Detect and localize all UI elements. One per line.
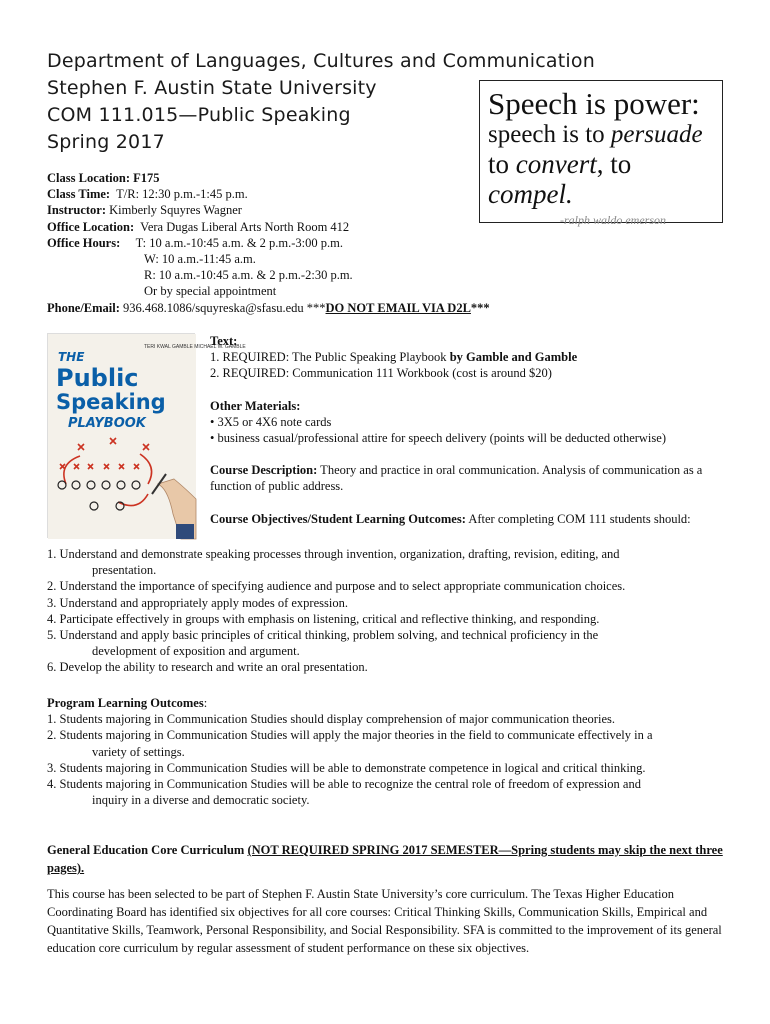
book-title-the: THE bbox=[58, 350, 85, 364]
book-title-speaking: Speaking bbox=[56, 390, 166, 414]
label: Course Objectives/Student Learning Outcomes: bbox=[210, 511, 466, 526]
item-authors: by Gamble and Gamble bbox=[449, 350, 578, 365]
phone-email bbox=[47, 300, 490, 316]
skip-note: (NOT REQUIRED SPRING 2017 SEMESTER—Spring students may skip the next three pages). bbox=[47, 843, 723, 875]
book-title-playbook: PLAYBOOK bbox=[68, 416, 146, 431]
label: Phone/Email: bbox=[47, 300, 120, 315]
text-item-2: 2. REQUIRED: Communication 111 Workbook (cost is around $20) bbox=[210, 366, 552, 381]
quote-emphasis: compel. bbox=[488, 179, 573, 209]
heading-text: Program Learning Outcomes bbox=[47, 696, 204, 710]
label: Instructor: bbox=[47, 203, 107, 218]
list-item: 1. Understand and demonstrate speaking processes through invention, organization, drafting, revision, editing, and bbox=[47, 547, 620, 561]
value: *** bbox=[470, 300, 490, 315]
list-item: inquiry in a diverse and democratic society. bbox=[92, 793, 310, 808]
value: Vera Dugas Liberal Arts North Room 412 bbox=[140, 219, 350, 234]
label: Course Description: bbox=[210, 463, 318, 478]
text-item-1 bbox=[210, 349, 730, 365]
list-item: 2. Students majoring in Communication Studies will apply the major theories in the field to communicate effectively in a bbox=[47, 728, 653, 743]
list-item: 2. Understand the importance of specifying audience and purpose and to select appropriate communication choices. bbox=[47, 579, 626, 594]
book-authors: TERI KWAL GAMBLE MICHAEL W. GAMBLE bbox=[144, 344, 246, 350]
course-title: COM 111.015—Public Speaking bbox=[47, 104, 351, 126]
office-location bbox=[47, 219, 490, 235]
quote-emphasis: convert bbox=[515, 149, 597, 179]
materials-heading bbox=[210, 398, 730, 414]
quote-line-2 bbox=[488, 121, 714, 149]
office-hours-w: W: 10 a.m.-11:45 a.m. bbox=[144, 252, 256, 267]
program-outcomes-heading bbox=[47, 695, 727, 711]
list-item: 1. Students majoring in Communication Studies should display comprehension of major communication theories. bbox=[47, 712, 615, 727]
instructor bbox=[47, 202, 490, 218]
objectives-intro bbox=[210, 511, 730, 527]
materials-item-1: • 3X5 or 4X6 note cards bbox=[210, 414, 332, 429]
materials-item-2: • business casual/professional attire for speech delivery (points will be deducted otherwise) bbox=[210, 431, 666, 446]
list-item: 6. Develop the ability to research and write an oral presentation. bbox=[47, 660, 368, 675]
quote-text: speech is to bbox=[488, 121, 611, 148]
list-item: presentation. bbox=[92, 563, 157, 578]
list-item: development of exposition and argument. bbox=[92, 644, 300, 659]
course-description bbox=[210, 462, 730, 494]
course-materials bbox=[210, 333, 730, 527]
quote-text: to bbox=[488, 149, 516, 179]
value: 936.468.1086/squyreska@sfasu.edu *** bbox=[123, 300, 326, 315]
list-item: variety of settings. bbox=[92, 744, 185, 759]
quote-attribution: -ralph waldo emerson bbox=[560, 213, 666, 227]
label: Office Hours: bbox=[47, 235, 121, 250]
d2l-warning: DO NOT EMAIL VIA D2L bbox=[325, 300, 471, 315]
quote-text: , to bbox=[596, 149, 632, 179]
emerson-quote-box bbox=[479, 80, 723, 227]
list-item: 3. Understand and appropriately apply modes of expression. bbox=[47, 595, 348, 610]
class-info bbox=[47, 170, 490, 316]
value: Kimberly Squyres Wagner bbox=[109, 203, 242, 218]
department-title: Department of Languages, Cultures and Communication bbox=[47, 50, 595, 72]
objectives-list bbox=[47, 546, 727, 676]
label: Class Location: bbox=[47, 171, 130, 185]
heading-text: Text: bbox=[210, 334, 238, 348]
item-text: 1. REQUIRED: The Public Speaking Playbook bbox=[210, 350, 450, 365]
office-hours-r: R: 10 a.m.-10:45 a.m. & 2 p.m.-2:30 p.m. bbox=[144, 268, 353, 283]
list-item: 4. Participate effectively in groups with emphasis on listening, critical and reflective thinking, and responding. bbox=[47, 611, 600, 626]
semester: Spring 2017 bbox=[47, 131, 165, 153]
heading-text: Other Materials: bbox=[210, 398, 301, 413]
list-item: 3. Students majoring in Communication Studies will be able to demonstrate competence in logical and critical thinking. bbox=[47, 760, 646, 775]
label: General Education Core Curriculum bbox=[47, 843, 248, 857]
label: Class Time: bbox=[47, 187, 111, 202]
gen-ed-heading bbox=[47, 841, 727, 877]
label: Office Location: bbox=[47, 219, 135, 234]
list-item: 4. Students majoring in Communication Studies will be able to recognize the central role of freedom of expression and bbox=[47, 777, 641, 792]
book-title-public: Public bbox=[56, 364, 139, 392]
list-item: 5. Understand and apply basic principles of critical thinking, problem solving, and technical proficiency in the bbox=[47, 628, 599, 643]
office-hours-special: Or by special appointment bbox=[144, 284, 277, 299]
core-curriculum-paragraph: This course has been selected to be part of Stephen F. Austin State University’s core curriculum. The Texas Higher Education Coordinating Board has identified six objectives for all core courses: Critical Thinking Skills, Communication Skills, Empirical and Quantitative Skills, Teamwork, Personal Responsibility, and Social Responsibility. SFA is committed to the improvement of its general education core curriculum by regular assessment of student performance on these six objectives. bbox=[47, 887, 722, 955]
value: T/R: 12:30 p.m.-1:45 p.m. bbox=[116, 187, 248, 202]
office-hours bbox=[47, 235, 490, 251]
class-location bbox=[47, 170, 490, 186]
value: T: 10 a.m.-10:45 a.m. & 2 p.m.-3:00 p.m. bbox=[135, 235, 343, 250]
program-outcomes bbox=[47, 695, 727, 808]
text-heading bbox=[210, 333, 730, 349]
quote-line-1: Speech is power: bbox=[488, 86, 700, 121]
value: F175 bbox=[133, 171, 160, 185]
university-name: Stephen F. Austin State University bbox=[47, 77, 377, 99]
quote-emphasis: persuade bbox=[610, 121, 703, 148]
heading-colon: : bbox=[203, 696, 208, 710]
quote-line-3 bbox=[488, 149, 714, 209]
class-time bbox=[47, 186, 490, 202]
value: After completing COM 111 students should: bbox=[465, 511, 691, 526]
value: Theory and practice in oral communication. Analysis of communication as a function of public address. bbox=[210, 463, 703, 494]
